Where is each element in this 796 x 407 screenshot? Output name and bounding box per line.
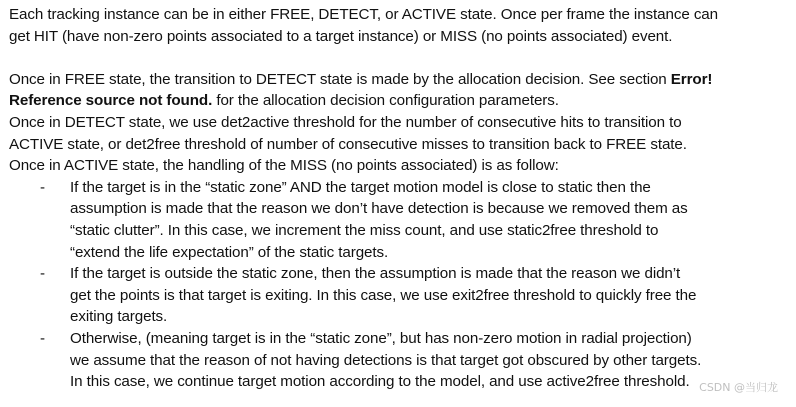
text-line: If the target is outside the static zone, then the assumption is made that the reason we didn’t bbox=[70, 265, 681, 283]
document-body bbox=[9, 4, 791, 393]
paragraph-states-intro bbox=[9, 4, 791, 47]
text-line: Once in ACTIVE state, the handling of the MISS (no points associated) is as follow: bbox=[9, 157, 559, 175]
bullet-dash: - bbox=[40, 265, 45, 283]
text-line: “extend the life expectation” of the static targets. bbox=[70, 243, 389, 261]
text-line: get the points is that target is exiting. In this case, we use exit2free threshold to quickly free the bbox=[70, 286, 697, 304]
text-line: we assume that the reason of not having detections is that target got obscured by other targets. bbox=[70, 351, 702, 369]
text-line: “static clutter”. In this case, we increment the miss count, and use static2free threshold to bbox=[70, 221, 659, 239]
paragraph-gap bbox=[9, 47, 791, 69]
text-line: exiting targets. bbox=[70, 308, 168, 326]
paragraph-active-state bbox=[9, 155, 791, 177]
text-line: If the target is in the “static zone” AND the target motion model is close to static then the bbox=[70, 178, 651, 196]
error-reference-text: Reference source not found. bbox=[9, 92, 213, 110]
text-line: In this case, we continue target motion according to the model, and use active2free threshold. bbox=[70, 373, 690, 391]
text-line bbox=[9, 69, 791, 91]
text-run: Once in FREE state, the transition to DETECT state is made by the allocation decision. See section bbox=[9, 70, 671, 88]
bullet-item-static-zone bbox=[9, 177, 791, 263]
bullet-dash: - bbox=[40, 329, 45, 347]
bullet-item-outside-zone bbox=[9, 263, 791, 328]
text-line: ACTIVE state, or det2free threshold of number of consecutive misses to transition back to FREE state. bbox=[9, 135, 687, 153]
paragraph-detect-state bbox=[9, 112, 791, 155]
text-line: assumption is made that the reason we don’t have detection is because we removed them as bbox=[70, 200, 688, 218]
text-run: for the allocation decision configuration parameters. bbox=[212, 92, 559, 110]
text-line bbox=[9, 90, 791, 112]
text-line: Once in DETECT state, we use det2active threshold for the number of consecutive hits to transition to bbox=[9, 113, 682, 131]
text-line: get HIT (have non-zero points associated to a target instance) or MISS (no points associated) event. bbox=[9, 27, 673, 45]
paragraph-free-state bbox=[9, 69, 791, 112]
watermark: CSDN @当归龙 bbox=[699, 381, 778, 394]
error-reference-text: Error! bbox=[670, 70, 713, 88]
bullet-item-otherwise bbox=[9, 328, 791, 393]
text-line: Otherwise, (meaning target is in the “static zone”, but has non-zero motion in radial projection) bbox=[70, 329, 692, 347]
bullet-dash: - bbox=[40, 178, 45, 196]
text-line: Each tracking instance can be in either FREE, DETECT, or ACTIVE state. Once per frame the instance can bbox=[9, 6, 719, 23]
